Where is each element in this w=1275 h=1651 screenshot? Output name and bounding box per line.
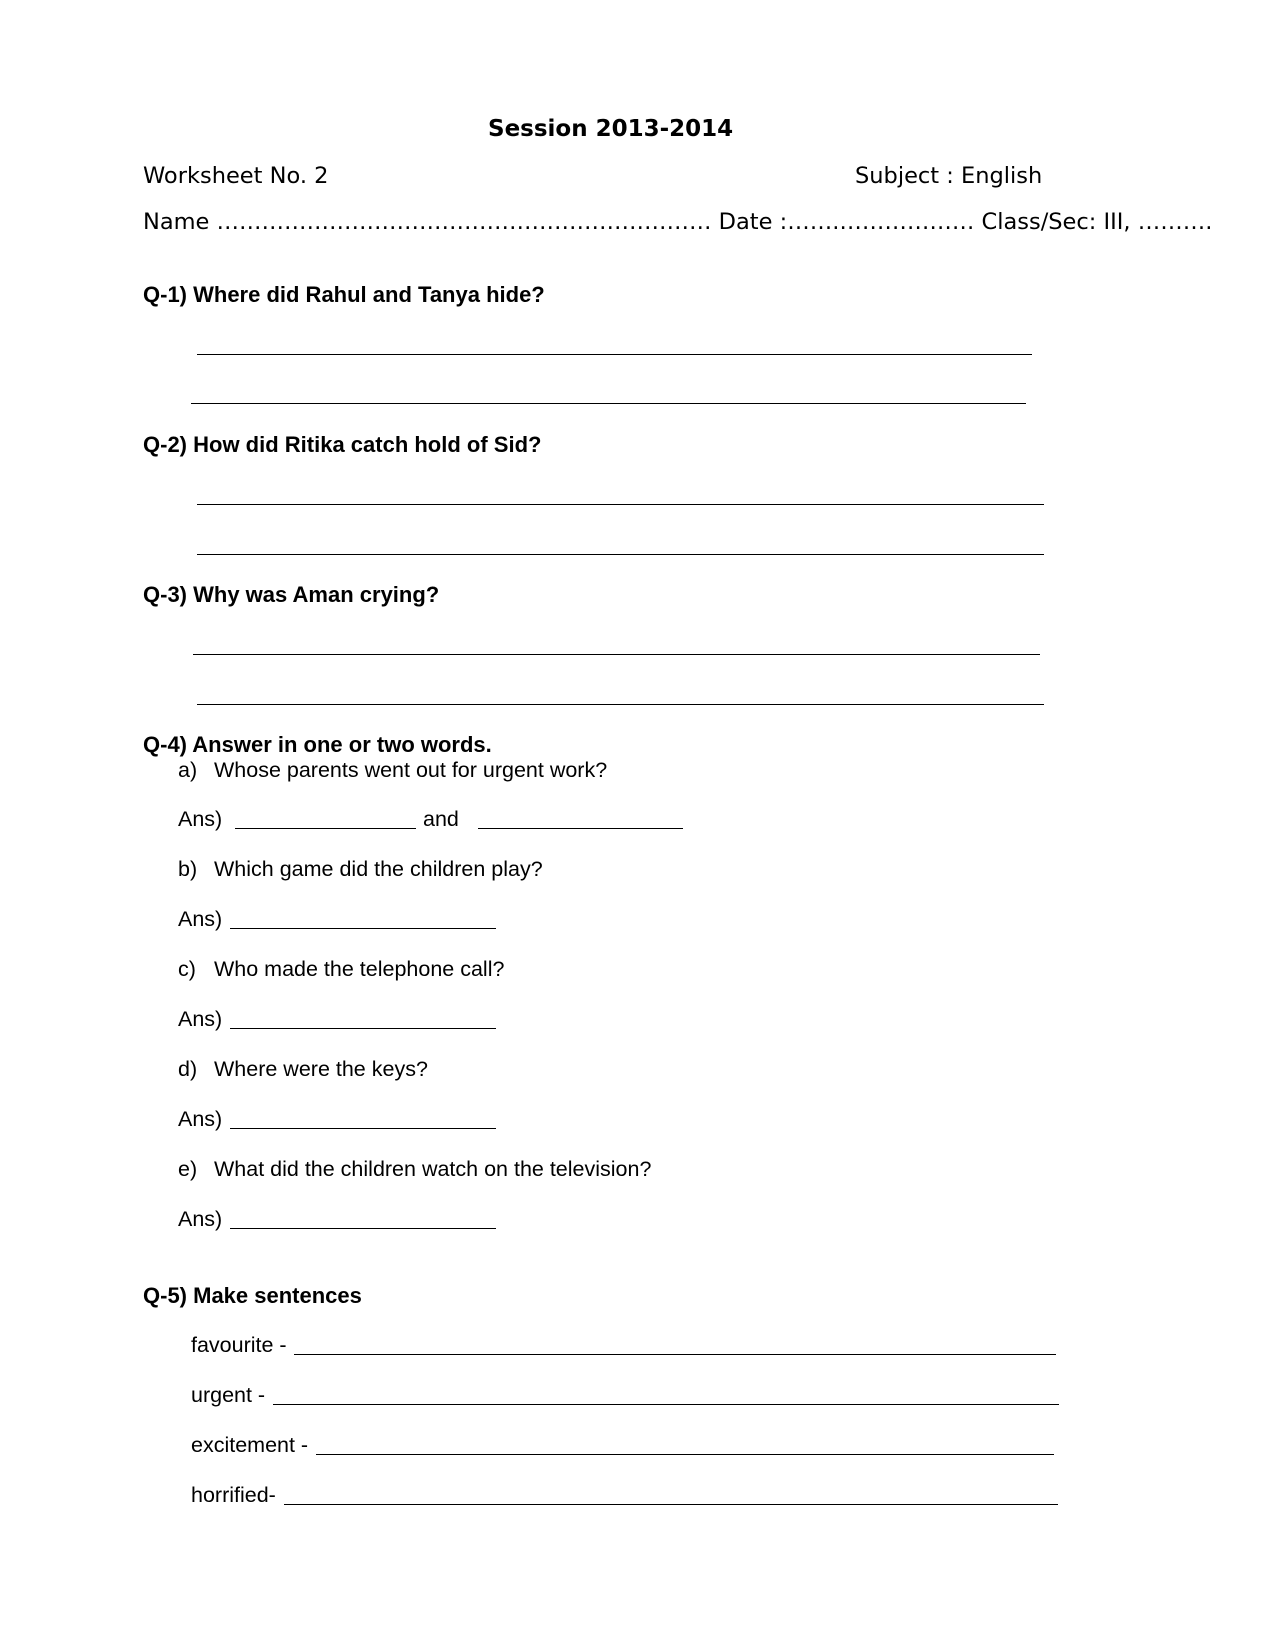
q4-item-d-marker: d) — [178, 1057, 198, 1081]
q4-a-answer-line-1[interactable] — [235, 828, 416, 829]
question-3-label: Q-3) Why was Aman crying? — [143, 582, 440, 607]
q4-e-answer-line[interactable] — [230, 1228, 496, 1229]
q4-a-ans-label: Ans) — [178, 807, 223, 831]
q5-excitement-line[interactable] — [316, 1454, 1054, 1455]
q4-b-answer-line[interactable] — [230, 928, 496, 929]
q4-item-c-marker: c) — [178, 957, 196, 981]
q4-item-e-marker: e) — [178, 1157, 198, 1181]
q5-horrified-line[interactable] — [284, 1504, 1058, 1505]
q1-answer-line-1[interactable] — [197, 354, 1032, 355]
q3-answer-line-1[interactable] — [193, 654, 1040, 655]
q2-answer-line-1[interactable] — [197, 504, 1044, 505]
question-4-label: Q-4) Answer in one or two words. — [143, 732, 492, 757]
q4-item-a-marker: a) — [178, 758, 198, 782]
q5-word-excitement: excitement - — [191, 1433, 309, 1457]
q4-a-answer-line-2[interactable] — [478, 828, 683, 829]
q1-answer-line-2[interactable] — [191, 403, 1026, 404]
student-info-line: Name ………………………………………………………… Date :…….……………… Class/Sec: III, ………. — [143, 209, 1213, 235]
session-title: Session 2013-2014 — [488, 116, 734, 142]
q4-c-ans-label: Ans) — [178, 1007, 223, 1031]
q4-a-and-word: and — [423, 807, 459, 831]
question-1-label: Q-1) Where did Rahul and Tanya hide? — [143, 282, 545, 307]
q5-urgent-line[interactable] — [273, 1404, 1059, 1405]
q4-item-b-text: Which game did the children play? — [214, 857, 543, 881]
q4-item-d-text: Where were the keys? — [214, 1057, 428, 1081]
q4-d-answer-line[interactable] — [230, 1128, 496, 1129]
q4-e-ans-label: Ans) — [178, 1207, 223, 1231]
q5-favourite-line[interactable] — [294, 1354, 1056, 1355]
q5-word-horrified: horrified- — [191, 1483, 276, 1507]
q2-answer-line-2[interactable] — [197, 554, 1044, 555]
q3-answer-line-2[interactable] — [197, 704, 1044, 705]
question-2-label: Q-2) How did Ritika catch hold of Sid? — [143, 432, 542, 457]
q5-word-favourite: favourite - — [191, 1333, 287, 1357]
subject-label: Subject : English — [855, 163, 1043, 189]
q4-d-ans-label: Ans) — [178, 1107, 223, 1131]
worksheet-number: Worksheet No. 2 — [143, 163, 329, 189]
q4-c-answer-line[interactable] — [230, 1028, 496, 1029]
q4-b-ans-label: Ans) — [178, 907, 223, 931]
q4-item-a-text: Whose parents went out for urgent work? — [214, 758, 608, 782]
question-5-label: Q-5) Make sentences — [143, 1283, 362, 1308]
q4-item-b-marker: b) — [178, 857, 198, 881]
q4-item-e-text: What did the children watch on the television? — [214, 1157, 652, 1181]
q4-item-c-text: Who made the telephone call? — [214, 957, 505, 981]
q5-word-urgent: urgent - — [191, 1383, 266, 1407]
